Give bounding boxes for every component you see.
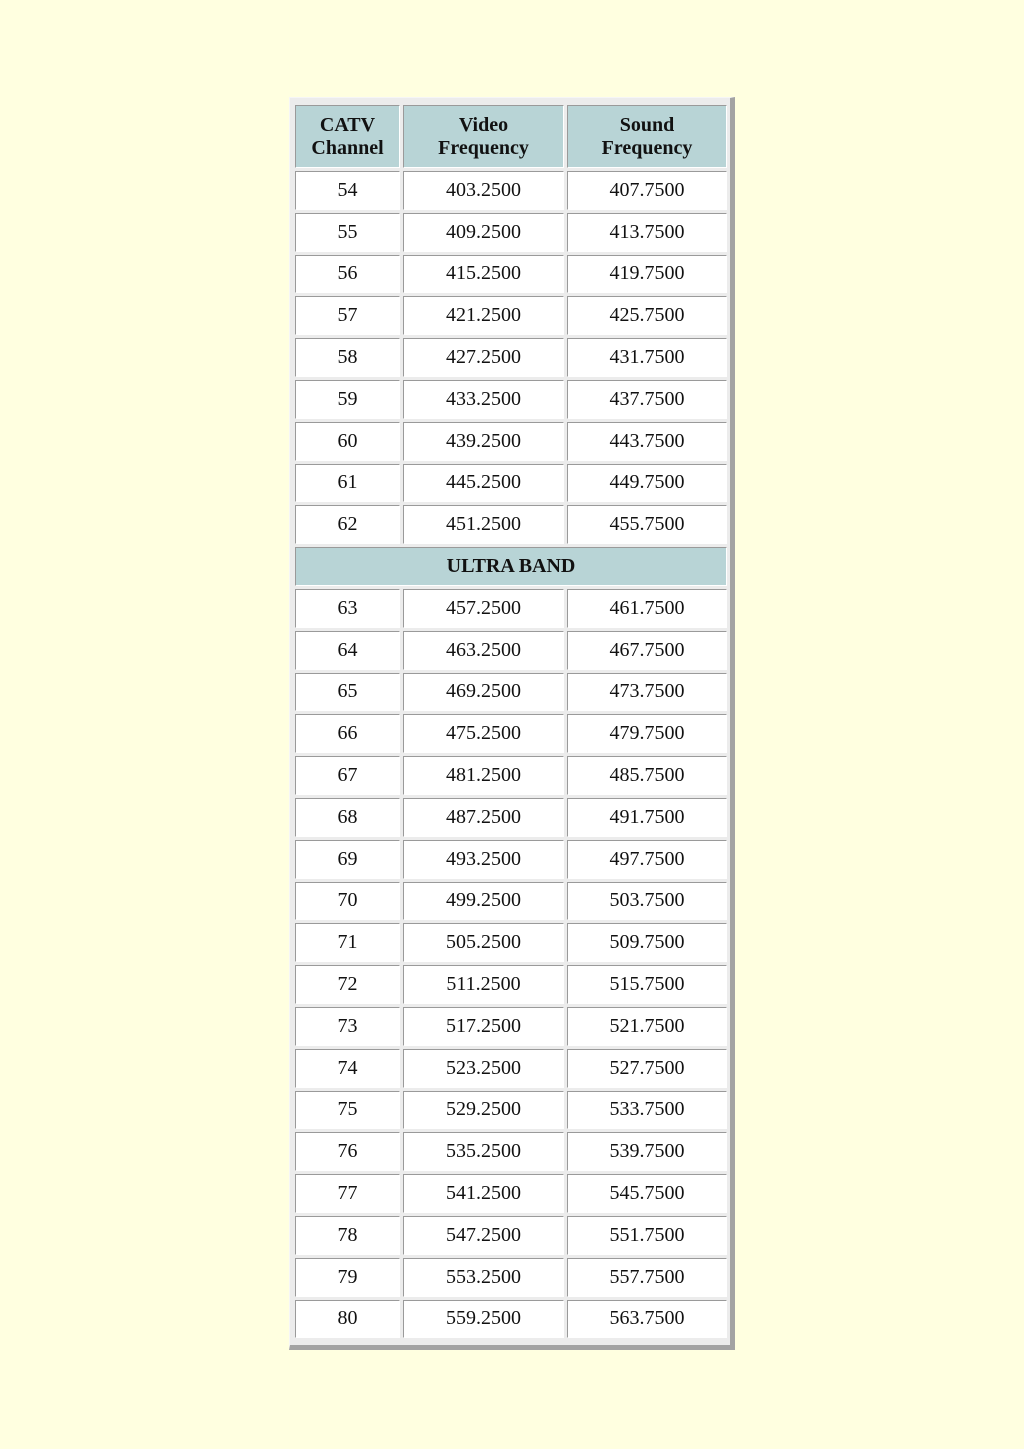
table-row — [295, 505, 727, 544]
table-row — [295, 296, 727, 335]
header-sound-frequency-line1: Sound — [619, 113, 675, 136]
sound-frequency-cell: 473.7500 — [567, 673, 727, 712]
channel-cell: 60 — [295, 422, 400, 461]
table-row — [295, 422, 727, 461]
sound-frequency-cell: 419.7500 — [567, 255, 727, 294]
video-frequency-cell: 469.2500 — [403, 673, 564, 712]
sound-frequency-cell: 551.7500 — [567, 1216, 727, 1255]
sound-frequency-cell: 479.7500 — [567, 714, 727, 753]
video-frequency-cell: 535.2500 — [403, 1132, 564, 1171]
channel-cell: 68 — [295, 798, 400, 837]
channel-cell: 67 — [295, 756, 400, 795]
channel-cell: 55 — [295, 213, 400, 252]
channel-cell: 54 — [295, 171, 400, 210]
table-row — [295, 1174, 727, 1213]
table-row — [295, 882, 727, 921]
table-row — [295, 338, 727, 377]
header-catv-channel-line1: CATV — [319, 113, 376, 136]
channel-cell: 65 — [295, 673, 400, 712]
header-catv-channel-line2: Channel — [311, 136, 384, 159]
upper-band-rows — [295, 171, 727, 544]
video-frequency-cell: 409.2500 — [403, 213, 564, 252]
channel-cell: 71 — [295, 923, 400, 962]
channel-cell: 69 — [295, 840, 400, 879]
table-row — [295, 1049, 727, 1088]
video-frequency-cell: 541.2500 — [403, 1174, 564, 1213]
table-row — [295, 965, 727, 1004]
sound-frequency-cell: 557.7500 — [567, 1258, 727, 1297]
table-row — [295, 255, 727, 294]
channel-cell: 64 — [295, 631, 400, 670]
video-frequency-cell: 559.2500 — [403, 1300, 564, 1339]
channel-cell: 66 — [295, 714, 400, 753]
sound-frequency-cell: 533.7500 — [567, 1091, 727, 1130]
video-frequency-cell: 547.2500 — [403, 1216, 564, 1255]
sound-frequency-cell: 443.7500 — [567, 422, 727, 461]
video-frequency-cell: 511.2500 — [403, 965, 564, 1004]
table-row — [295, 923, 727, 962]
video-frequency-cell: 421.2500 — [403, 296, 564, 335]
video-frequency-cell: 463.2500 — [403, 631, 564, 670]
channel-cell: 63 — [295, 589, 400, 628]
video-frequency-cell: 499.2500 — [403, 882, 564, 921]
table-row — [295, 756, 727, 795]
sound-frequency-cell: 407.7500 — [567, 171, 727, 210]
table-row — [295, 1258, 727, 1297]
sound-frequency-cell: 527.7500 — [567, 1049, 727, 1088]
sound-frequency-cell: 539.7500 — [567, 1132, 727, 1171]
sound-frequency-cell: 437.7500 — [567, 380, 727, 419]
catv-frequency-table — [292, 102, 730, 1341]
video-frequency-cell: 475.2500 — [403, 714, 564, 753]
video-frequency-cell: 553.2500 — [403, 1258, 564, 1297]
table-row — [295, 1007, 727, 1046]
video-frequency-cell: 457.2500 — [403, 589, 564, 628]
video-frequency-cell: 427.2500 — [403, 338, 564, 377]
table-row — [295, 589, 727, 628]
sound-frequency-cell: 563.7500 — [567, 1300, 727, 1339]
sound-frequency-cell: 497.7500 — [567, 840, 727, 879]
channel-cell: 70 — [295, 882, 400, 921]
video-frequency-cell: 493.2500 — [403, 840, 564, 879]
video-frequency-cell: 517.2500 — [403, 1007, 564, 1046]
band-header-row — [295, 547, 727, 586]
sound-frequency-cell: 467.7500 — [567, 631, 727, 670]
video-frequency-cell: 451.2500 — [403, 505, 564, 544]
sound-frequency-cell: 413.7500 — [567, 213, 727, 252]
sound-frequency-cell: 503.7500 — [567, 882, 727, 921]
table-row — [295, 1132, 727, 1171]
header-catv-channel — [295, 105, 400, 168]
table-row — [295, 673, 727, 712]
channel-cell: 78 — [295, 1216, 400, 1255]
sound-frequency-cell: 515.7500 — [567, 965, 727, 1004]
sound-frequency-cell: 491.7500 — [567, 798, 727, 837]
channel-cell: 57 — [295, 296, 400, 335]
table-row — [295, 380, 727, 419]
sound-frequency-cell: 431.7500 — [567, 338, 727, 377]
header-video-frequency-line1: Video — [458, 113, 509, 136]
channel-cell: 79 — [295, 1258, 400, 1297]
sound-frequency-cell: 545.7500 — [567, 1174, 727, 1213]
table-row — [295, 1216, 727, 1255]
ultra-band-rows — [295, 589, 727, 1338]
table-row — [295, 213, 727, 252]
sound-frequency-cell: 425.7500 — [567, 296, 727, 335]
channel-cell: 56 — [295, 255, 400, 294]
header-video-frequency — [403, 105, 564, 168]
video-frequency-cell: 487.2500 — [403, 798, 564, 837]
table-row — [295, 798, 727, 837]
header-video-frequency-line2: Frequency — [438, 136, 529, 159]
header-sound-frequency-line2: Frequency — [601, 136, 693, 159]
table-row — [295, 1091, 727, 1130]
video-frequency-cell: 529.2500 — [403, 1091, 564, 1130]
channel-cell: 80 — [295, 1300, 400, 1339]
channel-cell: 61 — [295, 464, 400, 503]
channel-cell: 62 — [295, 505, 400, 544]
video-frequency-cell: 439.2500 — [403, 422, 564, 461]
table-row — [295, 1300, 727, 1339]
channel-cell: 75 — [295, 1091, 400, 1130]
sound-frequency-cell: 485.7500 — [567, 756, 727, 795]
table-row — [295, 464, 727, 503]
video-frequency-cell: 415.2500 — [403, 255, 564, 294]
video-frequency-cell: 523.2500 — [403, 1049, 564, 1088]
sound-frequency-cell: 449.7500 — [567, 464, 727, 503]
channel-cell: 59 — [295, 380, 400, 419]
video-frequency-cell: 433.2500 — [403, 380, 564, 419]
sound-frequency-cell: 509.7500 — [567, 923, 727, 962]
sound-frequency-cell: 461.7500 — [567, 589, 727, 628]
table-row — [295, 171, 727, 210]
header-row — [295, 105, 727, 168]
sound-frequency-cell: 455.7500 — [567, 505, 727, 544]
video-frequency-cell: 403.2500 — [403, 171, 564, 210]
channel-cell: 76 — [295, 1132, 400, 1171]
table-row — [295, 714, 727, 753]
header-sound-frequency — [567, 105, 727, 168]
video-frequency-cell: 445.2500 — [403, 464, 564, 503]
channel-cell: 58 — [295, 338, 400, 377]
channel-cell: 77 — [295, 1174, 400, 1213]
channel-cell: 73 — [295, 1007, 400, 1046]
video-frequency-cell: 505.2500 — [403, 923, 564, 962]
ultra-band-label: ULTRA BAND — [295, 547, 727, 586]
channel-cell: 72 — [295, 965, 400, 1004]
channel-cell: 74 — [295, 1049, 400, 1088]
table-row — [295, 840, 727, 879]
sound-frequency-cell: 521.7500 — [567, 1007, 727, 1046]
video-frequency-cell: 481.2500 — [403, 756, 564, 795]
table-row — [295, 631, 727, 670]
